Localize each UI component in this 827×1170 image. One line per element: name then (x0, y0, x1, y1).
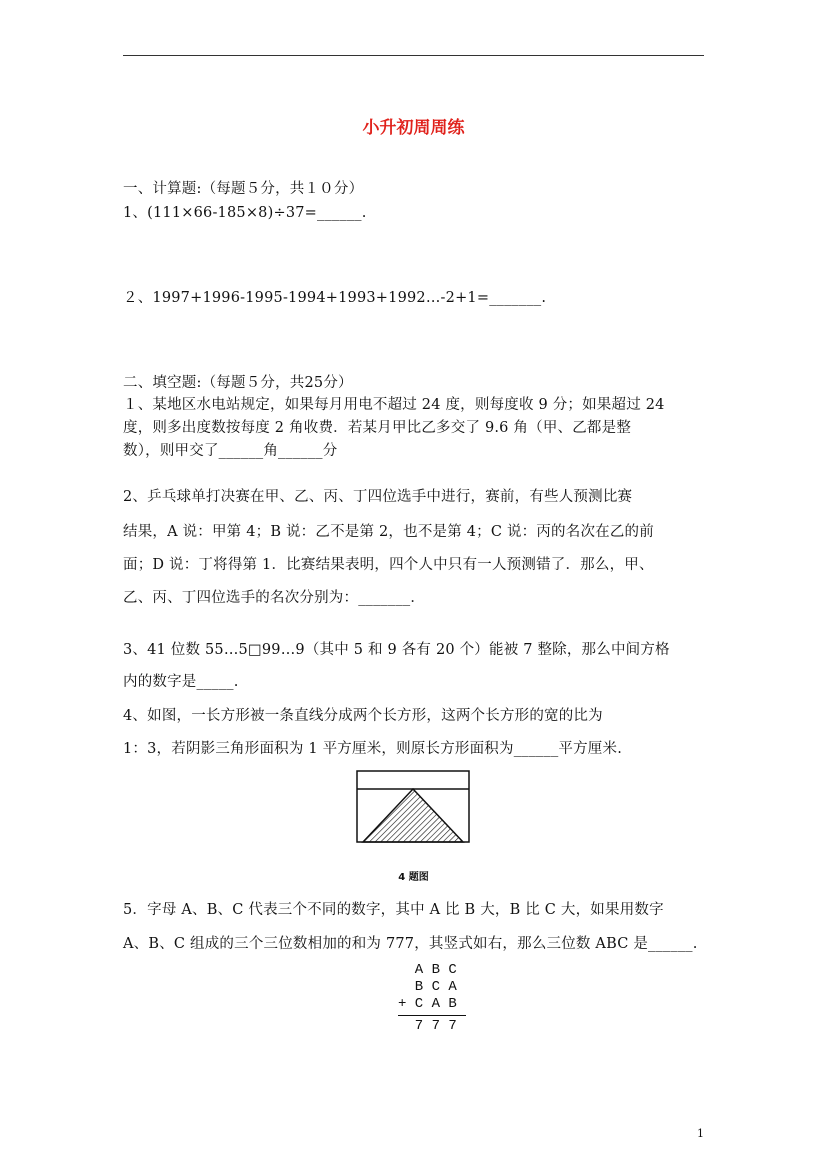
addend-row: + C A B (398, 996, 457, 1012)
section1-question-1: 1、(111×66-185×8)÷37=______. (123, 205, 367, 221)
section1-heading: 一、计算题:（每题５分，共１０分） (123, 181, 364, 197)
section2-q3-line: 内的数字是_____. (123, 674, 239, 690)
section2-q4-line: 1：3，若阴影三角形面积为 1 平方厘米，则原长方形面积为______平方厘米. (123, 741, 623, 757)
section2-q1-line: 度，则多出度数按每度 2 角收费．若某月甲比乙多交了 9.6 角（甲、乙都是整 (123, 420, 632, 436)
q4-rectangle-figure (356, 770, 472, 845)
figure-caption: 4 题图 (398, 872, 429, 883)
section2-q1-line: 数），则甲交了______角______分 (123, 443, 338, 459)
section2-q2-line: 面；D 说：丁将得第 1．比赛结果表明，四个人中只有一人预测错了．那么，甲、 (123, 557, 654, 573)
section2-q2-line: 结果，A 说：甲第 4；B 说：乙不是第 2，也不是第 4；C 说：丙的名次在乙的前 (123, 524, 654, 540)
section2-q4-line: 4、如图，一长方形被一条直线分成两个长方形，这两个长方形的宽的比为 (123, 708, 603, 724)
addend-row: B C A (398, 979, 457, 995)
sum-row: 7 7 7 (398, 1018, 457, 1034)
section2-q2-line: 乙、丙、丁四位选手的名次分别为：_______． (123, 590, 426, 606)
section2-heading: 二、填空题:（每题５分，共25分） (123, 375, 353, 391)
page-number: 1 (697, 1127, 704, 1140)
section2-q1-line: １、某地区水电站规定，如果每月用电不超过 24 度，则每度收 9 分；如果超过 24 (123, 397, 665, 413)
header-rule (123, 55, 704, 56)
section2-q5-line: 5．字母 A、B、C 代表三个不同的数字，其中 A 比 B 大，B 比 C 大，如果用数字 (123, 902, 664, 918)
addend-row: A B C (398, 962, 457, 978)
section2-q5-line: A、B、C 组成的三个三位数相加的和为 777，其竖式如右，那么三位数 ABC 是______. (123, 936, 698, 952)
section2-q2-line: 2、乒乓球单打决赛在甲、乙、丙、丁四位选手中进行，赛前，有些人预测比赛 (123, 489, 633, 505)
sum-line (398, 1015, 466, 1016)
section2-q3-line: 3、41 位数 55…5□99…9（其中 5 和 9 各有 20 个）能被 7 整除，那么中间方格 (123, 642, 670, 658)
page-title: 小升初周周练 (362, 118, 465, 138)
vertical-addition (398, 962, 466, 1035)
section1-question-2: ２、1997+1996-1995-1994+1993+1992…-2+1=_______. (123, 290, 547, 306)
